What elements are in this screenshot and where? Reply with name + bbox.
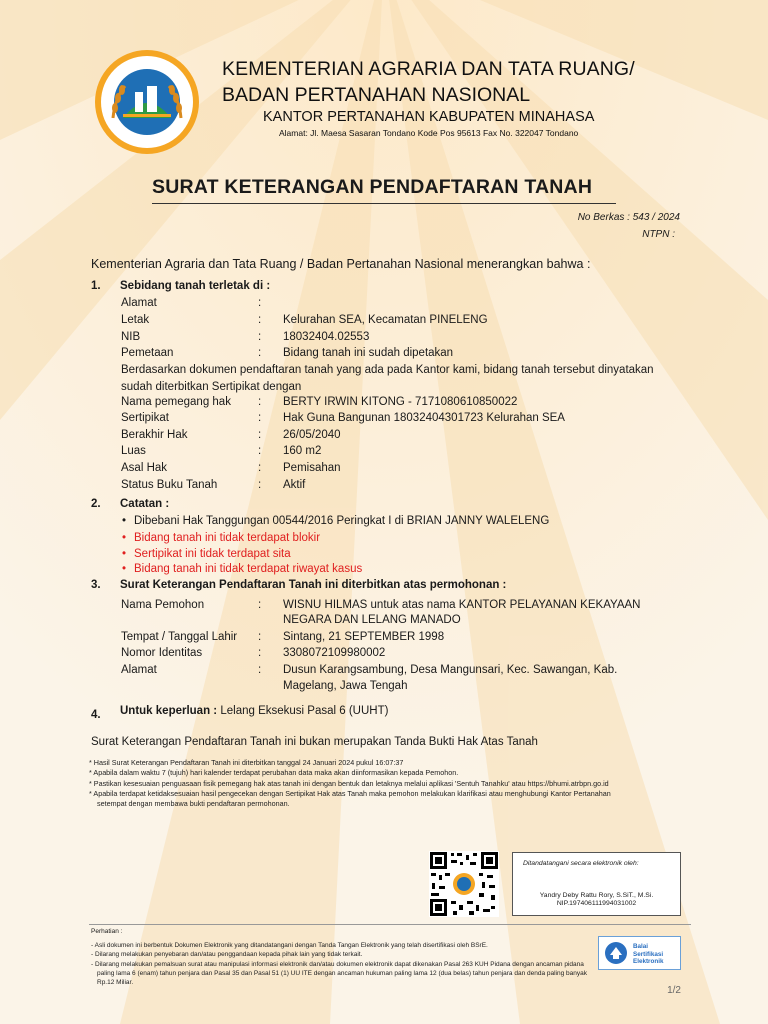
field-colon: : [258, 347, 262, 359]
note-text: Sertipikat ini tidak terdapat sita [134, 548, 291, 560]
field-value: 26/05/2040 [283, 429, 341, 441]
bsre-text [633, 943, 663, 966]
bpn-logo-icon [93, 48, 201, 156]
field-label: Tempat / Tanggal Lahir [121, 631, 238, 643]
field-value: Magelang, Jawa Tengah [283, 680, 408, 692]
field-label: Alamat [121, 297, 157, 309]
field-value: 3308072109980002 [283, 647, 386, 659]
field-label: Status Buku Tanah [121, 479, 218, 491]
bsre-text-line: Sertifikasi [633, 950, 664, 958]
field-value: Hak Guna Bangunan 18032404301723 Kelurahan SEA [283, 412, 565, 424]
bullet-icon: • [122, 515, 127, 527]
section-4-value: Lelang Eksekusi Pasal 6 (UUHT) [220, 705, 389, 717]
note-item [122, 563, 362, 575]
office-address: Alamat: Jl. Maesa Sasaran Tondano Kode Pos 95613 Fax No. 322047 Tondano [279, 128, 579, 138]
field-label: NIB [121, 331, 141, 343]
field-colon: : [258, 429, 262, 441]
field-value: Aktif [283, 479, 306, 491]
field-label: Nomor Identitas [121, 647, 203, 659]
note-item [122, 515, 549, 527]
field-value: Pemisahan [283, 462, 341, 474]
field-value: NEGARA DAN LELANG MANADO [283, 614, 461, 626]
field-label: Sertipikat [121, 412, 169, 424]
field-label: Luas [121, 445, 146, 457]
field-label: Nama pemegang hak [121, 396, 231, 408]
field-colon: : [258, 297, 262, 309]
issuance-note: * Apabila dalam waktu 7 (tujuh) hari kalender terdapat perubahan data maka akan diinformasikan kepada Pemohon. [89, 768, 459, 778]
bullet-icon: • [122, 563, 127, 575]
title-underline [152, 203, 616, 204]
bsre-text-line: Balai [633, 943, 649, 950]
field-colon: : [258, 664, 262, 676]
field-label: Asal Hak [121, 462, 168, 474]
issuance-note: * Hasil Surat Keterangan Pendaftaran Tanah ini diterbitkan tanggal 24 Januari 2024 pukul 16:07:37 [89, 758, 404, 767]
field-colon: : [258, 647, 262, 659]
note-text: Dibebani Hak Tanggungan 00544/2016 Peringkat I di BRIAN JANNY WALELENG [134, 515, 550, 527]
signer-name: Yandry Deby Rattu Rory, S.SiT., M.Si. [539, 892, 654, 899]
issuance-notes [89, 758, 689, 809]
section-1-title: Sebidang tanah terletak di : [120, 280, 271, 292]
bullet-icon: • [122, 532, 127, 544]
field-label: Nama Pemohon [121, 599, 205, 611]
perhatian-label: Perhatian : [91, 928, 123, 935]
field-value: WISNU HILMAS untuk atas nama KANTOR PELAYANAN KEKAYAAN [283, 599, 641, 611]
signer-nip: NIP.197406111994031002 [556, 900, 637, 907]
page-number: 1/2 [667, 985, 681, 996]
issuance-note: * Pastikan kesesuaian penguasaan fisik pemegang hak atas tanah ini dengan bentuk dan letaknya melalui aplikasi 'Sentuh Tanahku' atau https://bhumi.atrbpn.go.id [89, 778, 609, 788]
legal-note: - Dilarang melakukan pemalsuan surat atau manipulasi informasi elektronik dan/atau dokumen elektronik dapat dikenakan Pasal 263 KUH Pidana dengan ancaman pidana paling lama 6 (enam) tahun penjara dan Pasal 35 dan Pasal 51 (1) UU ITE dengan ancaman hukuman paling lama 12 (dua belas) tahun penjara dan denda paling banyak Rp.12 Miliar. [91, 960, 587, 987]
field-value: 160 m2 [283, 445, 322, 457]
field-colon: : [258, 396, 262, 408]
note-text: Bidang tanah ini tidak terdapat blokir [134, 532, 321, 544]
legal-notes [91, 941, 591, 987]
field-colon: : [258, 462, 262, 474]
qr-code-icon[interactable] [429, 851, 499, 917]
ministry-name: KEMENTERIAN AGRARIA DAN TATA RUANG/ [222, 58, 635, 80]
office-name: KANTOR PERTANAHAN KABUPATEN MINAHASA [263, 109, 595, 125]
bsre-logo-icon [604, 941, 628, 965]
section-3-number: 3. [91, 579, 101, 591]
note-item [122, 532, 320, 544]
issuance-note: setempat dengan membawa bukti pendaftaran permohonan. [97, 799, 290, 809]
section-2-number: 2. [91, 498, 101, 510]
field-value: Bidang tanah ini sudah dipetakan [283, 347, 454, 359]
registration-paragraph: Berdasarkan dokumen pendaftaran tanah yang ada pada Kantor kami, bidang tanah tersebut dinyatakan sudah diterbitkan Sertipikat dengan [121, 364, 654, 393]
footer-divider [89, 924, 691, 925]
document-title: SURAT KETERANGAN PENDAFTARAN TANAH [152, 176, 593, 198]
signature-heading: Ditandatangani secara elektronik oleh: [523, 860, 639, 867]
field-colon: : [258, 599, 262, 611]
field-label: Berakhir Hak [121, 429, 188, 441]
field-value: 18032404.02553 [283, 331, 370, 343]
field-colon: : [258, 412, 262, 424]
section-3-title: Surat Keterangan Pendaftaran Tanah ini diterbitkan atas permohonan : [120, 579, 507, 591]
field-colon: : [258, 445, 262, 457]
field-value: Dusun Karangsambung, Desa Mangunsari, Kec. Sawangan, Kab. [283, 664, 618, 676]
note-item [122, 548, 291, 560]
field-colon: : [258, 479, 262, 491]
legal-note: - Dilarang melakukan penyebaran dan/atau penggandaan kepada pihak lain yang tidak terkait. [91, 951, 363, 959]
field-value: Kelurahan SEA, Kecamatan PINELENG [283, 314, 488, 326]
field-value: BERTY IRWIN KITONG - 7171080610850022 [283, 396, 518, 408]
field-label: Letak [121, 314, 150, 326]
field-label: Pemetaan [121, 347, 174, 359]
section-4-title: Untuk keperluan : [120, 705, 218, 717]
section-4-line [120, 705, 388, 717]
bsre-text-line: Elektronik [633, 958, 664, 966]
ntpn-label: NTPN : [642, 229, 675, 240]
field-colon: : [258, 314, 262, 326]
file-number: No Berkas : 543 / 2024 [577, 212, 680, 223]
field-label: Alamat [121, 664, 157, 676]
field-colon: : [258, 331, 262, 343]
note-text: Bidang tanah ini tidak terdapat riwayat kasus [134, 563, 363, 575]
bsre-badge [598, 936, 681, 970]
field-colon: : [258, 631, 262, 643]
section-4-number: 4. [91, 709, 101, 721]
not-proof-of-title-note: Surat Keterangan Pendaftaran Tanah ini bukan merupakan Tanda Bukti Hak Atas Tanah [91, 736, 538, 748]
legal-note: - Asli dokumen ini berbentuk Dokumen Elektronik yang ditandatangani dengan Tanda Tangan Elektronik yang telah disertifikasi oleh BSrE. [91, 942, 488, 949]
agency-name: BADAN PERTANAHAN NASIONAL [222, 84, 531, 106]
issuance-note: * Apabila terdapat ketidaksesuaian hasil pengecekan dengan Sertipikat Hak atas Tanah maka pemohon melakukan klarifikasi atau menghubungi Kantor Pertanahan [89, 788, 611, 798]
bullet-icon: • [122, 548, 127, 560]
intro-statement: Kementerian Agraria dan Tata Ruang / Badan Pertanahan Nasional menerangkan bahwa : [91, 257, 591, 271]
field-value: Sintang, 21 SEPTEMBER 1998 [283, 631, 445, 643]
e-signature-box [512, 852, 681, 916]
section-2-title: Catatan : [120, 498, 170, 510]
section-1-number: 1. [91, 280, 101, 292]
